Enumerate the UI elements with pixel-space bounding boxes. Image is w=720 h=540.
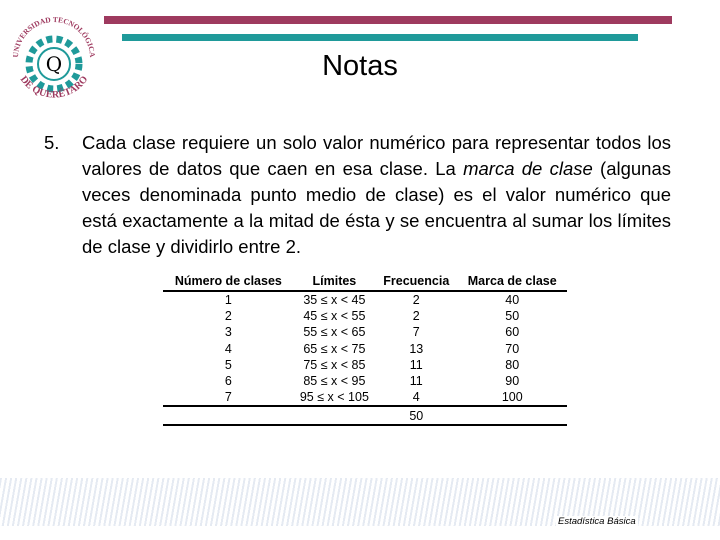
table-cell: 65 ≤ x < 75 xyxy=(303,341,366,356)
table-cell: 11 xyxy=(409,374,423,389)
header-bottom-bar xyxy=(122,34,638,41)
note-text-part: (algunas veces denominada punto medio de clase) es el valor numérico que está exactamente a la mitad de ésta y se encuentra al sumar los límites de clase y dividirlo entre 2. xyxy=(82,158,672,257)
table-cell: 90 xyxy=(505,374,520,389)
table-cell: 5 xyxy=(224,357,232,372)
table-row xyxy=(163,373,567,389)
table-cell: 11 xyxy=(409,357,423,372)
table-cell xyxy=(163,406,294,425)
table-cell: 1 xyxy=(224,293,232,308)
header-top-bar xyxy=(104,16,672,24)
table-header-row xyxy=(163,272,567,291)
svg-text:Q: Q xyxy=(45,52,63,76)
table-row xyxy=(163,389,567,406)
column-header: Frecuencia xyxy=(375,272,457,291)
frequency-table xyxy=(163,272,567,426)
table-cell: 75 ≤ x < 85 xyxy=(303,357,366,372)
table-cell: 3 xyxy=(224,325,232,340)
table-cell: 6 xyxy=(224,374,232,389)
table-cell: 13 xyxy=(409,341,424,356)
total-frequency: 50 xyxy=(375,406,457,425)
table-total-row xyxy=(163,406,567,425)
note-text xyxy=(82,130,671,260)
table-cell: 7 xyxy=(412,325,420,340)
page-title: Notas xyxy=(322,50,398,82)
table-cell: 60 xyxy=(505,325,520,340)
table-cell: 70 xyxy=(505,341,520,356)
table-row xyxy=(163,357,567,373)
svg-text:DE QUERÉTARO: DE QUERÉTARO xyxy=(17,74,91,101)
table-cell: 95 ≤ x < 105 xyxy=(294,389,375,406)
column-header: Límites xyxy=(294,272,375,291)
table-cell: 2 xyxy=(412,309,420,324)
table-row xyxy=(163,324,567,340)
table-row xyxy=(163,291,567,308)
column-header: Marca de clase xyxy=(458,272,568,291)
table-cell: 55 ≤ x < 65 xyxy=(303,325,366,340)
table-cell: 40 xyxy=(505,293,520,308)
table-cell: 85 ≤ x < 95 xyxy=(303,374,366,389)
svg-text:UNIVERSIDAD TECNOLÓGICA: UNIVERSIDAD TECNOLÓGICA xyxy=(10,14,98,58)
table-cell: 80 xyxy=(505,357,520,372)
table-row xyxy=(163,308,567,324)
note-number: 5. xyxy=(44,132,60,153)
table-cell xyxy=(294,406,375,425)
table-cell: 35 ≤ x < 45 xyxy=(303,293,366,308)
table-cell: 50 xyxy=(505,309,520,324)
table-cell: 4 xyxy=(224,341,232,356)
table-cell: 2 xyxy=(412,293,420,308)
table-cell: 2 xyxy=(224,309,232,324)
table-cell: 7 xyxy=(163,389,294,406)
table-row xyxy=(163,341,567,357)
table-cell: 100 xyxy=(458,389,568,406)
footer-label: Estadística Básica xyxy=(558,516,636,527)
note-emphasis: marca de clase xyxy=(463,158,593,179)
note-text-part: Cada clase requiere un solo valor numérico para representar todos los valores de datos que caen en esa clase. La xyxy=(82,132,671,179)
table-cell: 45 ≤ x < 55 xyxy=(303,309,366,324)
table-cell: 4 xyxy=(375,389,457,406)
column-header: Número de clases xyxy=(163,272,294,291)
university-logo xyxy=(6,8,102,108)
table-cell xyxy=(458,406,568,425)
